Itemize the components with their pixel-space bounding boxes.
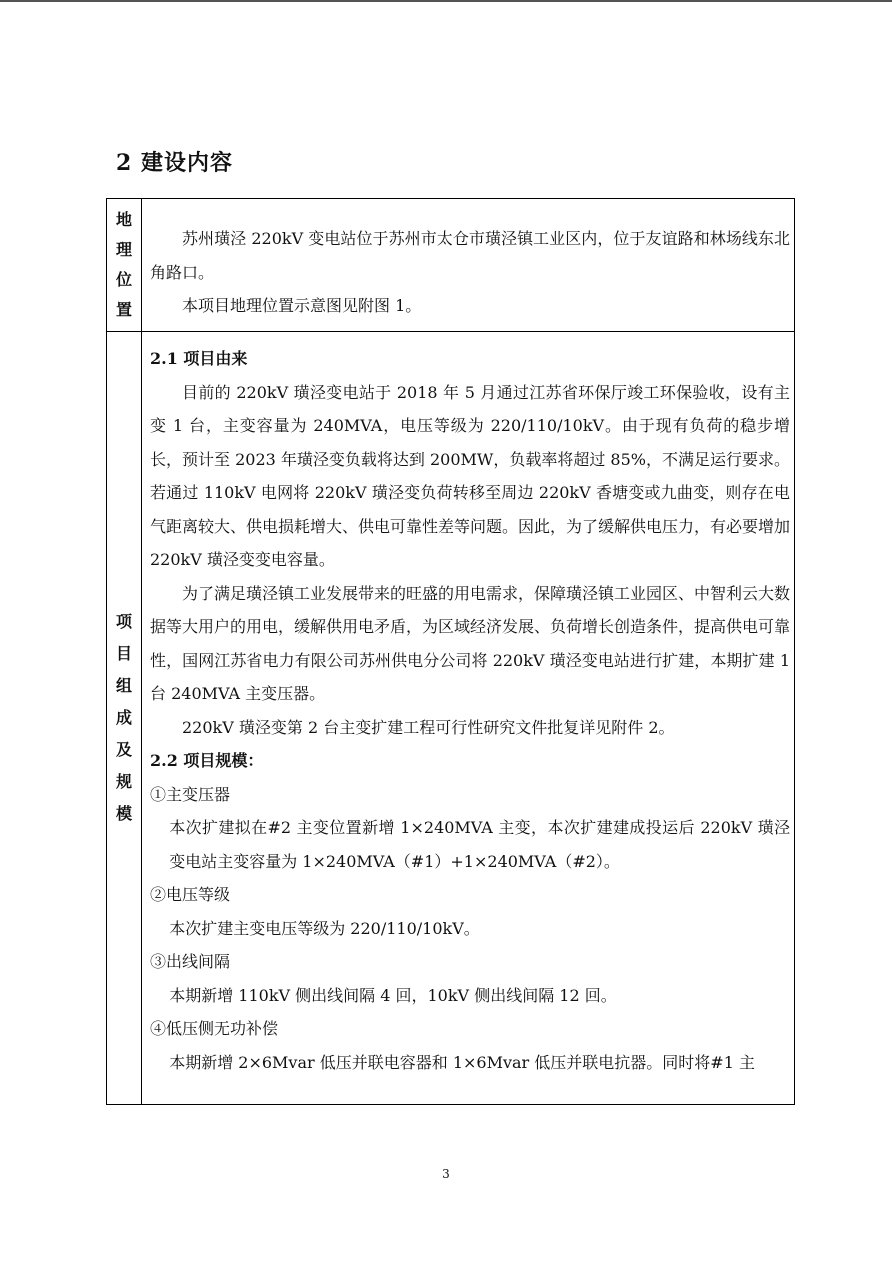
scale-item-text: 本次扩建拟在#2 主变位置新增 1×240MVA 主变，本次扩建建成投运后 220kV 璜泾变电站主变容量为 1×240MVA（#1）+1×240MVA（#2）。 bbox=[169, 818, 790, 871]
origin-paragraph: 220kV 璜泾变第 2 台主变扩建工程可行性研究文件批复详见附件 2。 bbox=[182, 717, 675, 737]
project-label-char: 项 bbox=[115, 612, 132, 631]
location-paragraph: 本项目地理位置示意图见附图 1。 bbox=[182, 296, 422, 315]
project-label-char: 及 bbox=[115, 740, 132, 759]
origin-paragraph: 目前的 220kV 璜泾变电站于 2018 年 5 月通过江苏省环保厅竣工环保验收，设有主变 1 台，主变容量为 240MVA，电压等级为 220/110/10kV。由于现有负荷的稳步增长，预计至 2023 年璜泾变负载将达到 200MW，负载率将超过 85%，不满足运行要求。若通过 110kV 电网将 220kV 璜泾变负荷转移至周边 220kV 香塘变或九曲变，则存在电气距离较大、供电损耗增大、供电可靠性差等问题。因此，为了缓解供电压力，有必要增加 220kV 璜泾变变电容量。 bbox=[150, 382, 791, 569]
scale-item-text: 本期新增 2×6Mvar 低压并联电容器和 1×6Mvar 低压并联电抗器。同时将#1 主 bbox=[169, 1052, 755, 1072]
construction-content-table bbox=[106, 198, 795, 1105]
scale-item-text: 本次扩建主变电压等级为 220/110/10kV。 bbox=[169, 918, 480, 938]
origin-heading: 2.1 项目由来 bbox=[150, 349, 248, 368]
scale-item-text: 本期新增 110kV 侧出线间隔 4 回，10kV 侧出线间隔 12 回。 bbox=[169, 985, 617, 1005]
project-label bbox=[107, 332, 142, 1104]
scale-item-title: ③出线间隔 bbox=[150, 952, 231, 971]
location-label-char: 置 bbox=[115, 300, 132, 319]
location-label-char: 地 bbox=[115, 210, 132, 229]
project-label-char: 模 bbox=[115, 804, 132, 823]
scale-item-title: ④低压侧无功补偿 bbox=[150, 1019, 279, 1038]
location-label bbox=[107, 199, 142, 331]
origin-paragraph: 为了满足璜泾镇工业发展带来的旺盛的用电需求，保障璜泾镇工业园区、中智利云大数据等大用户的用电，缓解供用电矛盾，为区域经济发展、负荷增长创造条件，提高供电可靠性，国网江苏省电力有限公司苏州供电分公司将 220kV 璜泾变电站进行扩建，本期扩建 1 台 240MVA 主变压器。 bbox=[150, 583, 791, 703]
project-label-char: 成 bbox=[115, 708, 132, 727]
location-row bbox=[107, 199, 794, 332]
location-label-char: 理 bbox=[115, 240, 132, 259]
project-label-char: 组 bbox=[115, 676, 132, 695]
top-border-line bbox=[0, 0, 892, 2]
location-label-char: 位 bbox=[115, 270, 132, 289]
scale-heading: 2.2 项目规模： bbox=[150, 751, 264, 770]
location-content bbox=[142, 199, 794, 331]
location-paragraph: 苏州璜泾 220kV 变电站位于苏州市太仓市璜泾镇工业区内，位于友谊路和林场线东北角路口。 bbox=[150, 229, 790, 282]
project-content bbox=[142, 332, 794, 1104]
project-row bbox=[107, 332, 794, 1104]
scale-item-title: ②电压等级 bbox=[150, 885, 231, 904]
project-label-char: 规 bbox=[115, 772, 132, 791]
section-heading: 2 建设内容 bbox=[116, 150, 233, 176]
project-label-char: 目 bbox=[115, 644, 132, 663]
page-number: 3 bbox=[442, 1167, 450, 1181]
scale-item-title: ①主变压器 bbox=[150, 784, 231, 804]
